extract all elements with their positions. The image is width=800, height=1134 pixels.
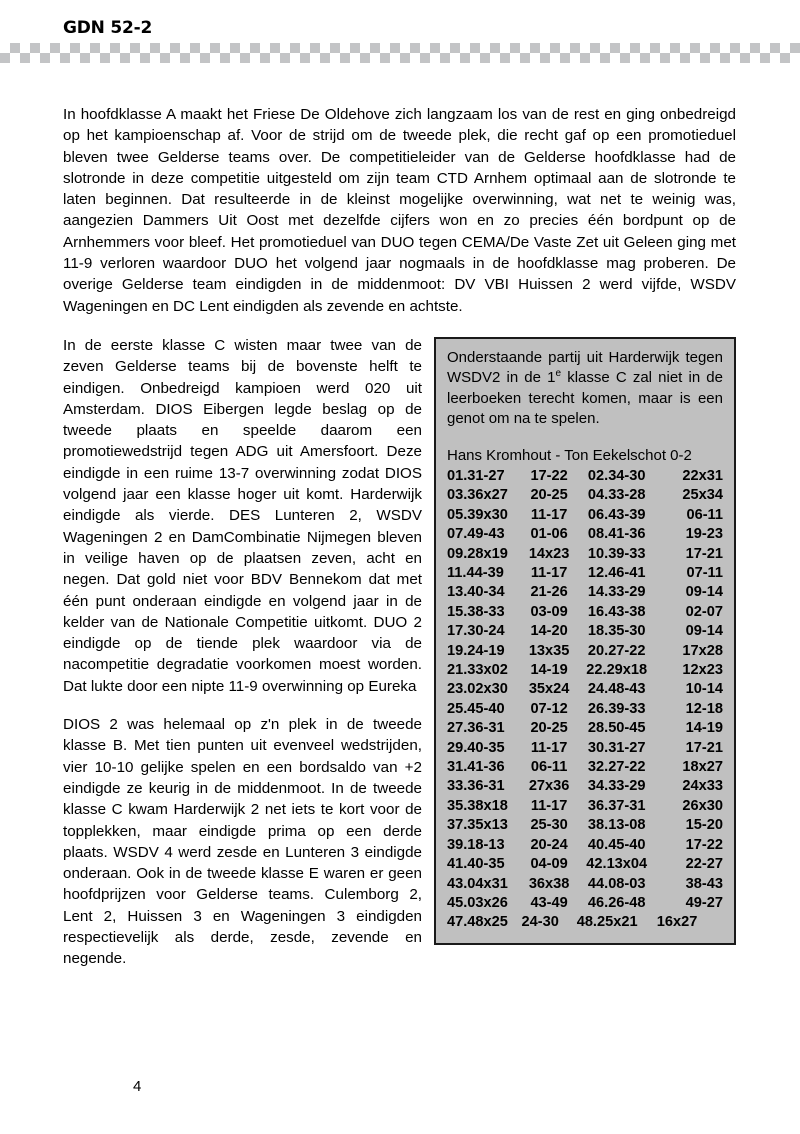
move-cell: 01-06 [530,526,568,543]
ordinal-superscript: e [555,368,562,380]
move-cell: 02.34-30 [587,467,646,484]
move-cell: 32.27-22 [587,759,646,776]
move-cell: 19-23 [685,526,723,543]
move-cell: 22.29x18 [586,662,648,679]
move-cell: 20-25 [530,720,568,737]
move-cell: 14-19 [685,720,723,737]
move-row [447,603,723,622]
move-cell: 11-17 [530,506,568,523]
move-list-table [447,467,723,933]
move-cell: 36x38 [528,875,570,892]
move-cell: 20.27-22 [587,642,646,659]
move-cell: 14-19 [530,662,568,679]
move-cell: 04-09 [530,856,568,873]
move-cell: 41.40-35 [447,856,505,873]
move-cell: 44.08-03 [587,875,646,892]
move-row [447,894,723,913]
move-cell: 21-26 [530,584,568,601]
move-cell: 20-24 [530,836,568,853]
move-cell: 07-12 [530,700,568,717]
move-cell: 17-21 [685,739,723,756]
move-cell: 14-20 [530,623,568,640]
move-row [447,545,723,564]
move-cell: 17-21 [685,545,723,562]
move-cell: 12-18 [685,700,723,717]
move-cell: 16.43-38 [587,603,646,620]
move-cell: 11.44-39 [447,565,504,581]
move-cell: 05.39x30 [447,506,508,523]
move-cell: 26x30 [682,797,723,814]
move-cell: 17x28 [682,642,723,659]
move-cell: 48.25x21 [576,914,638,931]
move-cell: 12.46-41 [587,565,646,581]
move-cell: 47.48x25 [447,914,508,931]
move-cell: 06.43-39 [587,506,646,523]
move-cell: 09.28x19 [447,545,508,562]
move-list-body [447,467,723,933]
move-cell: 07-11 [686,565,723,581]
move-cell: 10.39-33 [587,545,646,562]
move-cell: 12x23 [682,662,723,679]
move-cell: 25-30 [530,817,568,834]
move-cell: 09-14 [685,584,723,601]
move-cell: 06-11 [530,759,568,776]
move-row [447,486,723,505]
move-row [447,855,723,874]
move-cell: 07.49-43 [447,526,505,543]
move-row [447,719,723,738]
move-cell: 29.40-35 [447,739,505,756]
move-row [447,816,723,835]
move-row [447,875,723,894]
move-row [447,758,723,777]
move-row [447,700,723,719]
move-row [447,661,723,680]
move-cell: 11-17 [530,565,568,581]
move-cell: 45.03x26 [447,894,508,911]
move-row [447,739,723,758]
move-row [447,797,723,816]
move-row [447,642,723,661]
move-cell: 49-27 [685,894,723,911]
notation-intro-part-2: klasse C zal niet in de leerboeken terecht komen, maar is een genot om na te spelen. [447,369,723,428]
move-cell: 08.41-36 [587,526,646,543]
move-cell: 36.37-31 [587,797,646,814]
paragraph-3: DIOS 2 was helemaal op z'n plek in de tweede klasse B. Met tien punten uit evenveel wedstrijden, vier 10-10 gelijke spelen en een bordsaldo van +2 eindigde ze keurig in de middenmoot. In de tweede klasse C kwam Harderwijk 2 net iets te kort voor de topplekken, maar eindigde prima op een derde plaats. WSDV 4 werd zesde en Lunteren 3 eindigde onderaan. Ook in de tweede klasse E waren er geen hoofdprijzen voor Gelderse teams. Culemborg 2, Lent 2, Huissen 3 en Wageningen 3 eindigden respectievelijk als derde, zesde, zevende en negende. [63,716,422,968]
move-cell: 31.41-36 [447,759,505,776]
move-cell: 01.31-27 [447,467,505,484]
move-cell: 27.36-31 [447,720,505,737]
move-cell: 17-22 [530,467,568,484]
move-cell: 35.38x18 [447,797,508,814]
move-cell: 18x27 [682,759,723,776]
move-cell: 38-43 [685,875,723,892]
two-column-flow-section [63,335,736,970]
page-number: 4 [133,1078,142,1095]
move-cell: 21.33x02 [447,662,508,679]
game-header-line: Hans Kromhout - Ton Eekelschot 0-2 [447,446,692,464]
move-cell: 24.48-43 [587,681,646,698]
move-cell: 15.38-33 [447,603,505,620]
move-cell: 04.33-28 [587,487,646,504]
intro-paragraph: In hoofdklasse A maakt het Friese De Oldehove zich langzaam los van de rest en ging onbedreigd op het kampioenschap af. Voor de strijd om de tweede plek, die recht gaf op een promotieduel bleven twee Gelderse teams over. De competitieleider van de Gelderse hoofdklasse had de slotronde in deze competitie uitgesteld om zijn team CTD Arnhem optimaal aan de slotronde te laten beginnen. Dat resulteerde in de kleinst mogelijke overwinning, wat net te weinig was, aangezien Dammers Uit Oost met dezelfde cijfers won en zo precies één bordpunt op de Arnhemmers voor bleef. Het promotieduel van DUO tegen CEMA/De Vaste Zet uit Geleen ging met 11-9 verloren waardoor DUO het volgend jaar nogmaals in de hoofdklasse mag proberen. De overige Gelderse team eindigden in de middenmoot: DV VBI Huissen 2 werd vijfde, WSDV Wageningen en DC Lent eindigden als zevende en achtste. [63,106,736,315]
notation-intro-part-1: Onderstaande partij uit Harderwijk tegen WSDV2 in de 1 [447,348,723,387]
move-cell: 37.35x13 [447,817,508,834]
page-footer [63,1078,736,1096]
move-cell: 24-30 [521,914,559,931]
move-cell: 09-14 [685,623,723,640]
move-cell: 17-22 [685,836,723,853]
move-row [447,583,723,602]
move-row [447,506,723,525]
move-cell: 24x33 [682,778,723,795]
move-row [447,467,723,486]
move-row [447,622,723,641]
move-cell: 13.40-34 [447,584,505,601]
move-cell: 14x23 [528,545,570,562]
move-cell: 39.18-13 [447,836,505,853]
move-cell: 11-17 [530,797,568,814]
move-cell: 22-27 [685,856,723,873]
move-row [447,525,723,544]
move-cell: 25.45-40 [447,700,505,717]
article-content [63,104,736,970]
move-cell: 34.33-29 [587,778,646,795]
move-cell: 38.13-08 [587,817,646,834]
move-cell: 42.13x04 [586,856,648,873]
move-cell: 16x27 [656,914,698,931]
move-cell: 20-25 [530,487,568,504]
move-cell: 33.36-31 [447,778,505,795]
move-cell: 28.50-45 [587,720,646,737]
move-row [447,564,723,583]
move-cell: 03-09 [530,603,568,620]
move-cell: 40.45-40 [587,836,646,853]
move-cell: 02-07 [685,603,723,620]
move-cell: 30.31-27 [587,739,646,756]
move-cell: 15-20 [685,817,723,834]
move-cell: 03.36x27 [447,487,508,504]
move-cell: 43.04x31 [447,875,508,892]
move-cell: 43-49 [530,894,568,911]
notation-intro-text [447,348,723,430]
move-cell: 14.33-29 [587,584,646,601]
move-cell: 10-14 [685,681,723,698]
move-cell: 13x35 [528,642,570,659]
move-cell: 23.02x30 [447,681,508,698]
move-cell: 25x34 [682,487,723,504]
move-cell: 19.24-19 [447,642,505,659]
move-cell: 35x24 [528,681,570,698]
move-row [447,836,723,855]
move-cell: 11-17 [530,739,568,756]
move-row [447,680,723,699]
move-row [447,913,723,932]
move-row [447,777,723,796]
move-cell: 26.39-33 [587,700,646,717]
move-cell: 18.35-30 [587,623,646,640]
move-cell: 46.26-48 [587,894,646,911]
move-cell: 17.30-24 [447,623,505,640]
checkered-divider-icon [0,43,800,63]
paragraph-2: In de eerste klasse C wisten maar twee van de zeven Gelderse teams bij de bovenste helft te eindigen. Onbedreigd kampioen werd 020 uit Amsterdam. DIOS Eibergen legde beslag op de tweede plaats en speelde daarom een promotiewedstrijd tegen ADG uit Amersfoort. Deze eindigde in een ruime 13-7 overwinning zodat DIOS volgend jaar een klasse hoger uit komt. Harderwijk eindigde als vierde. DES Lunteren 2, WSDV Wageningen 2 en DamCombinatie Nijmegen bleven in veilige haven op de plaatsen zeven, acht en negen. Dat gold niet voor BDV Bennekom dat met één punt onderaan eindigde en volgend jaar in de kelder van de Nationale Competitie uitkomt. DUO 2 eindigde op de tiende plek waardoor via de nacompetitie degradatie voorkomen moest worden. Dat lukte door een nipte 11-9 overwinning op Eureka [63,336,422,695]
move-cell: 22x31 [682,467,723,484]
page-header [0,0,800,62]
notation-box [434,337,736,945]
move-cell: 06-11 [686,506,723,523]
page-title: GDN 52-2 [63,18,153,38]
move-cell: 27x36 [528,778,570,795]
